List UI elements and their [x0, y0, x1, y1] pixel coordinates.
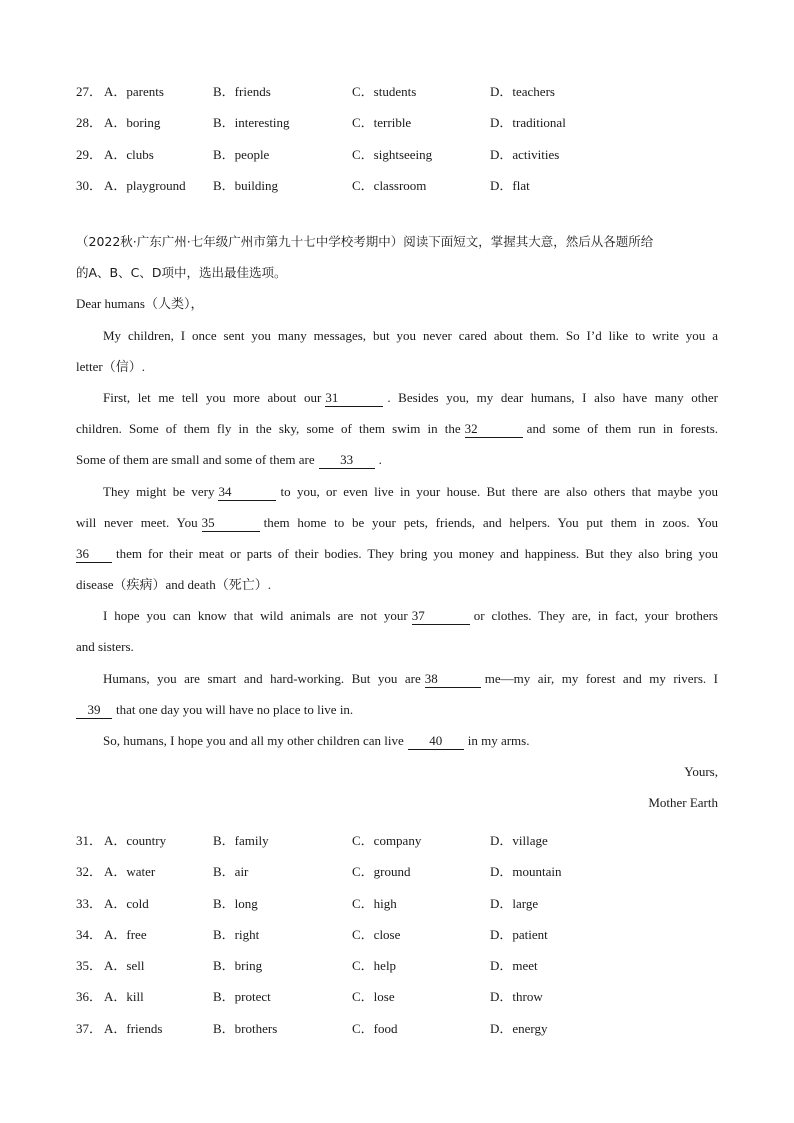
question-number: 34．	[76, 926, 103, 942]
question-number: 33．	[76, 895, 103, 911]
options-block-top	[76, 82, 736, 207]
paragraph-3-line-1: They might be very 34 to you, or even live in your house. But there are also others that maybe you	[103, 483, 719, 499]
option-b: B．family	[213, 833, 269, 848]
paragraph-4-line-2: and sisters.	[76, 639, 134, 655]
letter-closing: Yours,	[684, 764, 718, 780]
option-d: D．patient	[490, 926, 548, 942]
option-d: D．traditional	[490, 115, 566, 131]
option-a: A．water	[104, 864, 156, 880]
option-row-33	[76, 894, 736, 925]
intro-line-2: 的A、B、C、D项中，选出最佳选项。	[76, 265, 287, 281]
question-number: 37．	[76, 1020, 103, 1036]
option-a: A．boring	[104, 115, 161, 131]
option-d: D．mountain	[490, 864, 562, 880]
option-a: A．kill	[104, 989, 144, 1005]
blank-40: 40	[408, 733, 464, 750]
letter-greeting: Dear humans（人类），	[76, 296, 204, 312]
paragraph-4-line-1: I hope you can know that wild animals are not your 37 or clothes. They are, in fact, your brothers	[103, 608, 718, 624]
option-c: C．students	[352, 84, 417, 99]
options-block-bottom	[76, 831, 736, 1050]
question-number: 27．	[76, 84, 103, 99]
option-c: C．high	[352, 895, 397, 911]
paragraph-5-line-1: Humans, you are smart and hard-working. But you are 38 me—my air, my forest and my rivers. I	[103, 670, 718, 686]
question-number: 36．	[76, 989, 103, 1005]
option-row-31	[76, 831, 736, 862]
option-b: B．protect	[213, 989, 271, 1005]
intro-line-1: （2022秋·广东广州·七年级广州市第九十七中学校考期中）阅读下面短文，掌握其大意，然后从各题所给	[76, 234, 654, 249]
question-number: 31．	[76, 833, 103, 848]
option-c: C．company	[352, 833, 422, 848]
option-c: C．classroom	[352, 177, 427, 193]
option-d: D．flat	[490, 177, 530, 193]
option-b: B．brothers	[213, 1020, 278, 1036]
option-a: A．country	[104, 833, 167, 848]
option-c: C．close	[352, 926, 401, 942]
option-c: C．lose	[352, 989, 395, 1005]
option-b: B．people	[213, 146, 270, 162]
option-d: D．energy	[490, 1020, 548, 1036]
question-number: 32．	[76, 864, 103, 880]
question-number: 28．	[76, 115, 103, 131]
option-c: C．terrible	[352, 115, 412, 131]
paragraph-2-line-1: First, let me tell you more about our 31 . Besides you, my dear humans, I also have many other	[103, 389, 718, 405]
blank-38: 38	[425, 671, 481, 688]
paragraph-1-line-2: letter（信）.	[76, 358, 145, 374]
option-d: D．teachers	[490, 84, 555, 99]
blank-32: 32	[465, 421, 523, 438]
blank-34: 34	[218, 484, 276, 501]
reading-passage	[76, 232, 718, 825]
question-number: 35．	[76, 958, 103, 974]
option-a: A．clubs	[104, 146, 154, 162]
option-d: D．activities	[490, 146, 560, 162]
paragraph-1-line-1: My children, I once sent you many messages, but you never cared about them. So I’d like to write you a	[103, 327, 718, 343]
option-a: A．cold	[104, 895, 149, 911]
option-c: C．ground	[352, 864, 411, 880]
paragraph-2-line-3: Some of them are small and some of them are 33 .	[76, 452, 382, 468]
option-b: B．bring	[213, 958, 263, 974]
paragraph-3-line-3: 36 them for their meat or parts of their bodies. They bring you money and happiness. But they also bring you	[76, 545, 718, 561]
option-a: A．playground	[104, 177, 186, 193]
paragraph-5-line-2: 39 that one day you will have no place to live in.	[76, 700, 718, 731]
option-d: D．large	[490, 895, 539, 911]
blank-33: 33	[319, 452, 375, 469]
blank-39: 39	[76, 702, 112, 719]
option-b: B．interesting	[213, 115, 290, 131]
question-number: 30．	[76, 177, 103, 193]
option-c: C．sightseeing	[352, 146, 433, 162]
option-row-35	[76, 956, 736, 987]
option-c: C．help	[352, 958, 397, 974]
option-a: A．parents	[104, 84, 164, 99]
option-a: A．sell	[104, 958, 145, 974]
blank-37: 37	[412, 608, 470, 625]
option-row-34	[76, 925, 736, 956]
paragraph-2-line-2: children. Some of them fly in the sky, some of them swim in the 32 and some of them run in forests.	[76, 421, 719, 437]
blank-35: 35	[202, 515, 260, 532]
option-a: A．free	[104, 926, 147, 942]
option-b: B．long	[213, 895, 258, 911]
option-row-32	[76, 862, 736, 893]
option-row-36	[76, 987, 736, 1018]
option-row-37	[76, 1019, 736, 1050]
option-row-28	[76, 113, 736, 144]
paragraph-3-line-4: disease（疾病）and death（死亡）.	[76, 577, 271, 593]
option-d: D．village	[490, 833, 548, 848]
paragraph-6-line-1: So, humans, I hope you and all my other children can live 40 in my arms.	[103, 733, 530, 748]
blank-36: 36	[76, 546, 112, 563]
paragraph-3-line-2: will never meet. You 35 them home to be your pets, friends, and helpers. You put them in zoos. You	[76, 514, 718, 530]
option-b: B．right	[213, 926, 260, 942]
option-d: D．meet	[490, 958, 538, 974]
option-b: B．building	[213, 177, 279, 193]
blank-31: 31	[325, 390, 383, 407]
option-b: B．friends	[213, 84, 271, 99]
letter-signature: Mother Earth	[648, 795, 718, 811]
option-a: A．friends	[104, 1020, 163, 1036]
option-row-27	[76, 82, 736, 113]
option-row-30	[76, 176, 736, 207]
option-d: D．throw	[490, 989, 543, 1005]
option-c: C．food	[352, 1020, 398, 1036]
question-number: 29．	[76, 146, 103, 162]
option-row-29	[76, 145, 736, 176]
option-b: B．air	[213, 864, 249, 880]
